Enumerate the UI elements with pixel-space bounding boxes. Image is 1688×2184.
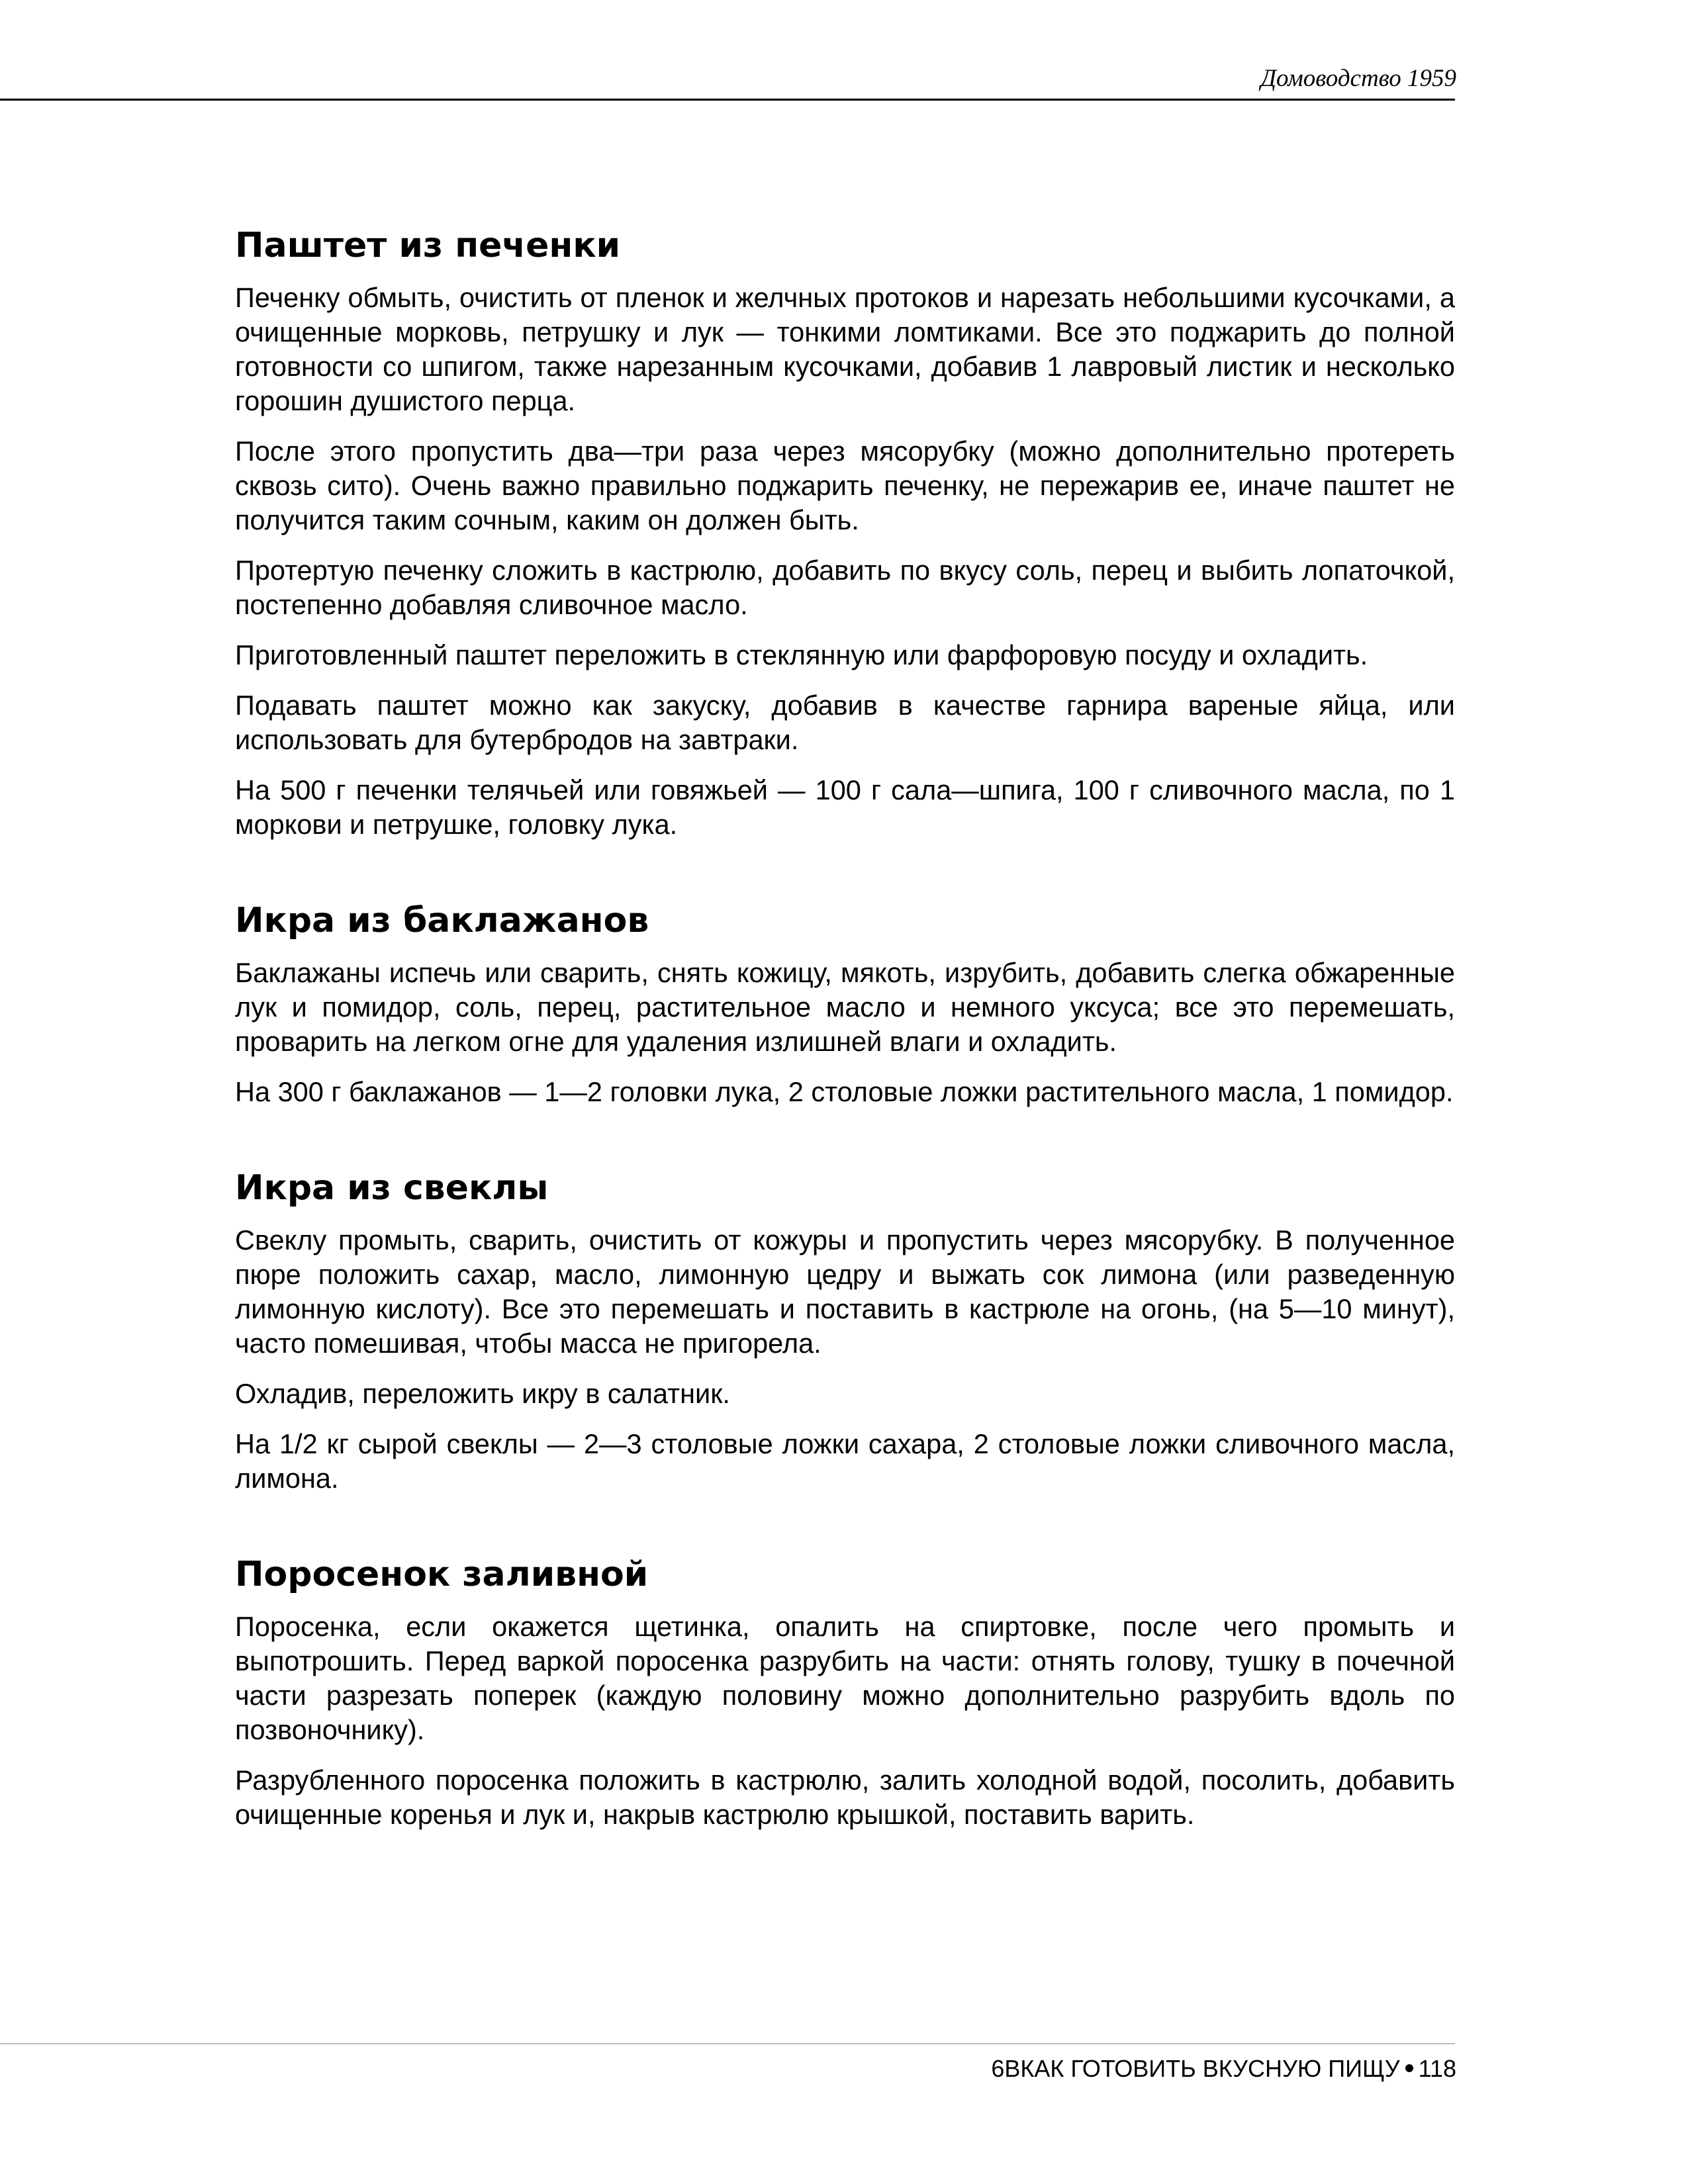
- header-divider: [0, 99, 1455, 101]
- footer-book-title: 6ВКАК ГОТОВИТЬ ВКУСНУЮ ПИЩУ: [991, 2055, 1400, 2082]
- paragraph: На 300 г баклажанов — 1—2 головки лука, 2 столовые ложки растительного масла, 1 помидор.: [235, 1076, 1454, 1107]
- section-jellied-piglet: [235, 1554, 1455, 1832]
- page-content: [235, 225, 1455, 1832]
- paragraph: Охладив, переложить икру в салатник.: [235, 1378, 730, 1409]
- paragraph: Приготовленный паштет переложить в стеклянную или фарфоровую посуду и охладить.: [235, 639, 1368, 670]
- page-footer: [991, 2057, 1456, 2081]
- paragraph: Разрубленного поросенка положить в кастрюлю, залить холодной водой, посолить, добавить очищенные коренья и лук и, накрыв кастрюлю крышкой, поставить варить.: [235, 1764, 1455, 1830]
- footer-divider: [0, 2043, 1455, 2044]
- section-title: Паштет из печенки: [235, 226, 621, 265]
- section-title: Поросенок заливной: [235, 1555, 649, 1594]
- paragraph: На 1/2 кг сырой свеклы — 2—3 столовые ложки сахара, 2 столовые ложки сливочного масла, лимона.: [235, 1428, 1455, 1494]
- section-title: Икра из свеклы: [235, 1168, 549, 1208]
- paragraph: Протертую печенку сложить в кастрюлю, добавить по вкусу соль, перец и выбить лопаточкой, постепенно добавляя сливочное масло.: [235, 555, 1455, 620]
- bullet-icon: [1405, 2064, 1413, 2072]
- paragraph: Свеклу промыть, сварить, очистить от кожуры и пропустить через мясорубку. В полученное пюре положить сахар, масло, лимонную цедру и выжать сок лимона (или разведенную лимонную кислоту). Все это перемешать и поставить в кастрюле на огонь, (на 5—10 минут), часто помешивая, чтобы масса не пригорела.: [235, 1224, 1455, 1359]
- paragraph: Подавать паштет можно как закуску, добавив в качестве гарнира вареные яйца, или использовать для бутербродов на завтраки.: [235, 690, 1455, 755]
- section-title: Икра из баклажанов: [235, 901, 649, 940]
- running-header: Домоводство 1959: [1260, 65, 1456, 92]
- paragraph: Баклажаны испечь или сварить, снять кожицу, мякоть, изрубить, добавить слегка обжаренные лук и помидор, соль, перец, растительное масло и немного уксуса; все это перемешать, проварить на легком огне для удаления излишней влаги и охладить.: [235, 957, 1455, 1057]
- paragraph: Печенку обмыть, очистить от пленок и желчных протоков и нарезать небольшими кусочками, а очищенные морковь, петрушку и лук — тонкими ломтиками. Все это поджарить до полной готовности со шпигом, также нарезанным кусочками, добавив 1 лавровый листик и несколько горошин душистого перца.: [235, 282, 1455, 416]
- paragraph: Поросенка, если окажется щетинка, опалить на спиртовке, после чего промыть и выпотрошить. Перед варкой поросенка разрубить на части: отнять голову, тушку в почечной части разрезать поперек (каждую половину можно дополнительно разрубить вдоль по позвоночнику).: [235, 1611, 1455, 1745]
- paragraph: На 500 г печенки телячьей или говяжьей — 100 г сала—шпига, 100 г сливочного масла, по 1 моркови и петрушке, головку лука.: [235, 774, 1455, 840]
- section-liver-pate: [235, 225, 1455, 842]
- page-number: 118: [1418, 2055, 1456, 2082]
- section-beet-caviar: [235, 1167, 1455, 1496]
- paragraph: После этого пропустить два—три раза через мясорубку (можно дополнительно протереть сквозь сито). Очень важно правильно поджарить печенку, не пережарив ее, иначе паштет не получится таким сочным, каким он должен быть.: [235, 435, 1455, 535]
- section-eggplant-caviar: [235, 900, 1455, 1109]
